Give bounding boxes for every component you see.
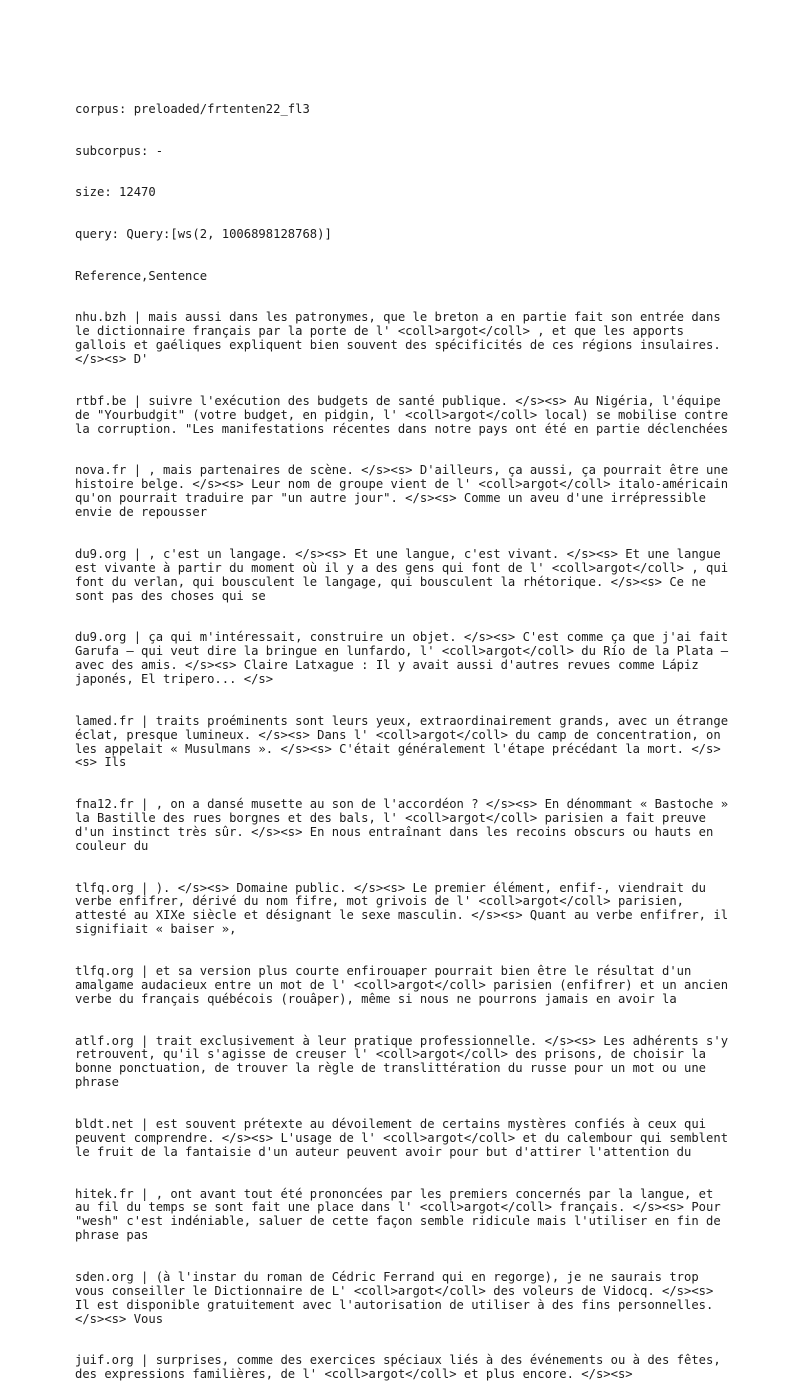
concordance-row: tlfq.org | ). </s><s> Domaine public. </s><s> Le premier élément, enfif-, viendrait du verbe enfifrer, dérivé du nom fifre, mot grivois de l' <coll>argot</coll> parisien, attesté au XIXe siècle et désignant le sexe masculin. </s><s> Quant au verbe enfifrer, il signifiait « baiser »,: [75, 880, 736, 937]
concordance-row: juif.org | surprises, comme des exercices spéciaux liés à des événements ou à des fêtes, des expressions familières, de l' <coll>argot</coll> et plus encore. </s><s>: [75, 1353, 729, 1382]
corpus-line: corpus: preloaded/frtenten22_fl3: [75, 101, 310, 116]
concordance-row: nhu.bzh | mais aussi dans les patronymes, que le breton a en partie fait son entrée dans le dictionnaire français par la porte de l' <coll>argot</coll> , et que les apports gallois et gaéliques expliquent bien souvent des spécificités de ces régions insulaires. </s><s> D': [75, 310, 729, 367]
document-text: [75, 75, 735, 1396]
subcorpus-line: subcorpus: -: [75, 143, 164, 158]
size-line: size: 12470: [75, 185, 156, 200]
concordance-row: sden.org | (à l'instar du roman de Cédric Ferrand qui en regorge), je ne saurais trop vous conseiller le Dictionnaire de L' <coll>argot</coll> des voleurs de Vidocq. </s><s> Il est disponible gratuitement avec l'autorisation de utiliser à des fins personnelles. </s><s> Vous: [75, 1269, 721, 1326]
concordance-row: lamed.fr | traits proéminents sont leurs yeux, extraordinairement grands, avec un étrange éclat, presque lumineux. </s><s> Dans l' <coll>argot</coll> du camp de concentration, on les appelait « Musulmans ». </s><s> C'était généralement l'étape précédant la mort. </s><s> Ils: [75, 713, 736, 770]
concordance-row: du9.org | ça qui m'intéressait, construire un objet. </s><s> C'est comme ça que j'ai fait Garufa – qui veut dire la bringue en lunfardo, l' <coll>argot</coll> du Río de la Plata – avec des amis. </s><s> Claire Latxague : Il y avait aussi d'autres revues comme Lápiz japonés, El tripero... </s>: [75, 630, 736, 686]
concordance-row: hitek.fr | , ont avant tout été prononcées par les premiers concernés par la langue, et au fil du temps se sont fait une place dans l' <coll>argot</coll> français. </s><s> Pour "wesh" c'est indéniable, saluer de cette façon semble ridicule mais l'utiliser en fin de phrase pas: [75, 1186, 729, 1243]
concordance-row: tlfq.org | et sa version plus courte enfirouaper pourrait bien être le résultat d'un amalgame audacieux entre un mot de l' <coll>argot</coll> parisien (enfifrer) et un ancien verbe du français québécois (rouâper), même si nous ne pourrons jamais en avoir la: [75, 964, 736, 1006]
concordance-row: nova.fr | , mais partenaires de scène. </s><s> D'ailleurs, ça aussi, ça pourrait être une histoire belge. </s><s> Leur nom de groupe vient de l' <coll>argot</coll> italo-américain qu'on pourrait traduire par "un autre jour". </s><s> Comme un aveu d'une irrépressible envie de repousser: [75, 463, 736, 520]
concordance-row: rtbf.be | suivre l'exécution des budgets de santé publique. </s><s> Au Nigéria, l'équipe de "Yourbudgit" (votre budget, en pidgin, l' <coll>argot</coll> local) se mobilise contre la corruption. "Les manifestations récentes dans notre pays ont été en partie déclenchées: [75, 393, 736, 436]
concordance-row: du9.org | , c'est un langage. </s><s> Et une langue, c'est vivant. </s><s> Et une langue est vivante à partir du moment où il y a des gens qui font de l' <coll>argot</coll> , qui font du verlan, qui bousculent le langage, qui bousculent la rhétorique. </s><s> Ce ne sont pas des choses qui se: [75, 546, 736, 603]
concordance-row: bldt.net | est souvent prétexte au dévoilement de certains mystères confiés à ceux qui peuvent comprendre. </s><s> L'usage de l' <coll>argot</coll> et du calembour qui semblent le fruit de la fantaisie d'un auteur peuvent avoir pour but d'attirer l'attention du: [75, 1116, 736, 1159]
columns-header: Reference,Sentence: [75, 268, 208, 283]
concordance-row: atlf.org | trait exclusivement à leur pratique professionnelle. </s><s> Les adhérents s'y retrouvent, qu'il s'agisse de creuser l' <coll>argot</coll> des prisons, de choisir la bonne ponctuation, de trouver la règle de translittération du russe pour un mot ou une phrase: [75, 1033, 736, 1090]
query-line: query: Query:[ws(2, 1006898128768)]: [75, 226, 332, 241]
concordance-row: fna12.fr | , on a dansé musette au son de l'accordéon ? </s><s> En dénommant « Bastoche » la Bastille des rues borgnes et des bals, l' <coll>argot</coll> parisien a fait preuve d'un instinct très sûr. </s><s> En nous entraînant dans les recoins obscurs ou hauts en couleur du: [75, 797, 736, 853]
